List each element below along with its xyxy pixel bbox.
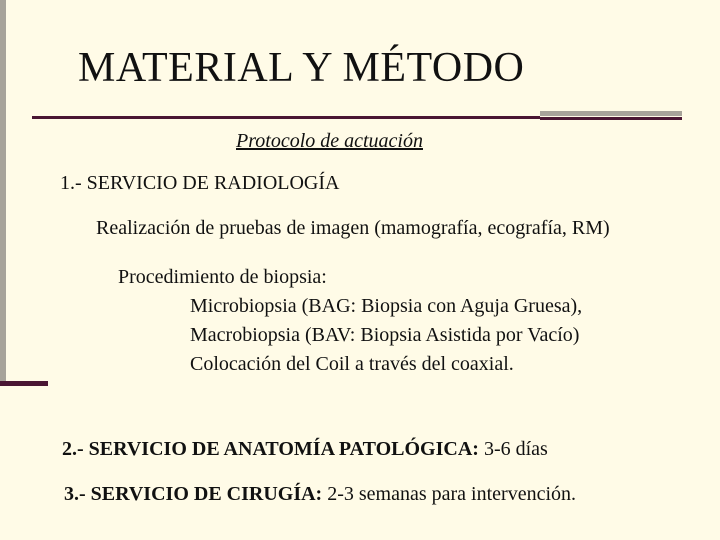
title-divider-accent: [540, 111, 682, 116]
biopsy-item-1: Microbiopsia (BAG: Biopsia con Aguja Gruesa),: [190, 295, 583, 317]
section-2-detail: 3-6 días: [483, 438, 548, 460]
section-1-imaging-text: Realización de pruebas de imagen (mamografía, ecografía, RM): [96, 217, 610, 239]
biopsy-item-3: Colocación del Coil a través del coaxial.: [190, 353, 514, 375]
left-accent-bar: [0, 0, 6, 383]
title-divider: [32, 116, 540, 119]
biopsy-item-2: Macrobiopsia (BAV: Biopsia Asistida por Vacío): [190, 324, 580, 346]
title-divider-accent-underline: [540, 117, 682, 120]
slide-title: MATERIAL Y MÉTODO: [78, 45, 525, 91]
section-2-heading: 2.- SERVICIO DE ANATOMÍA PATOLÓGICA:: [62, 438, 479, 460]
section-1-heading: 1.- SERVICIO DE RADIOLOGÍA: [60, 172, 340, 194]
section-1-biopsy-heading: Procedimiento de biopsia:: [118, 266, 327, 288]
slide-subtitle: Protocolo de actuación: [236, 130, 423, 152]
section-3-detail: 2-3 semanas para intervención.: [327, 483, 577, 505]
left-accent-cap: [0, 381, 48, 386]
section-2: [62, 438, 548, 461]
section-3: [64, 483, 576, 506]
section-3-heading: 3.- SERVICIO DE CIRUGÍA:: [64, 483, 323, 505]
